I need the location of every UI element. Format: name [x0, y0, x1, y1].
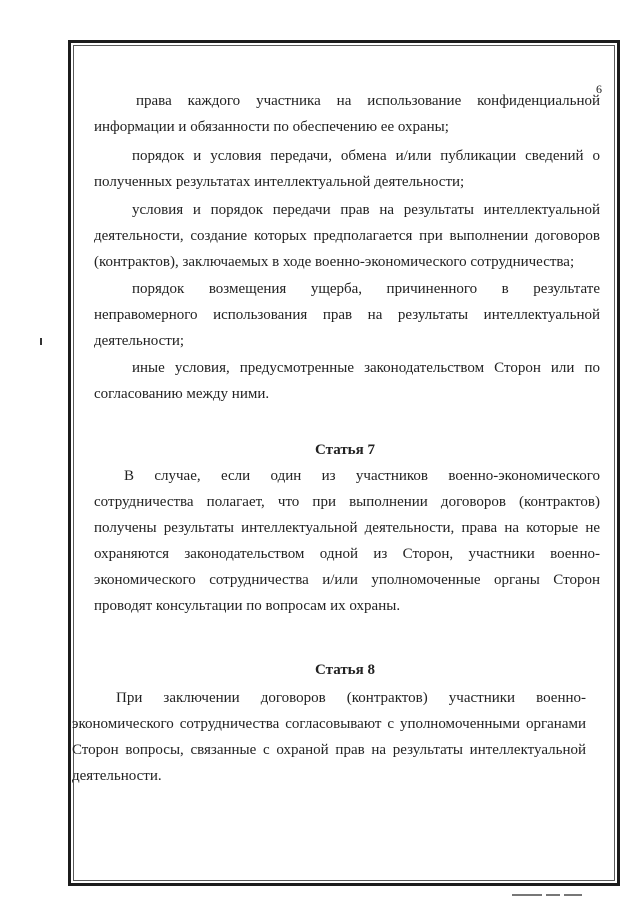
paragraph-transfer-exchange: порядок и условия передачи, обмена и/или публикации сведений о полученных результатах интеллектуальной деятельности; [94, 148, 600, 190]
footer-stamp [512, 892, 586, 898]
paragraph-damage-compensation: порядок возмещения ущерба, причиненного в результате неправомерного использования прав на результаты интеллектуальной деятельности; [94, 281, 600, 349]
paragraph-other-conditions: иные условия, предусмотренные законодательством Сторон или по согласованию между ними. [94, 360, 600, 402]
article-7-text: В случае, если один из участников военно-экономического сотрудничества полагает, что при выполнении договоров (контрактов) получены результаты интеллектуальной деятельности, права на которые не охраняются законодательством одной из Сторон, участники военно-экономического сотрудничества и/или уполномоченные органы Сторон проводят консультации по вопросам их охраны. [94, 468, 600, 614]
article-8-text: При заключении договоров (контрактов) участники военно-экономического сотрудничества согласовывают с уполномоченными органами Сторон вопросы, связанные с охраной прав на результаты интеллектуальной деятельности. [72, 690, 586, 784]
scan-mark [40, 338, 42, 345]
paragraph-confidential-info: права каждого участника на использование конфиденциальной информации и обязанности по обеспечению ее охраны; [94, 93, 600, 135]
paragraph-transfer-rights: условия и порядок передачи прав на результаты интеллектуальной деятельности, создание которых предполагается при выполнении договоров (контрактов), заключаемых в ходе военно-экономического сотрудничества; [94, 202, 600, 270]
article-8-heading: Статья 8 [315, 662, 375, 678]
page-number: 6 [596, 82, 602, 96]
article-7-heading: Статья 7 [315, 442, 375, 458]
